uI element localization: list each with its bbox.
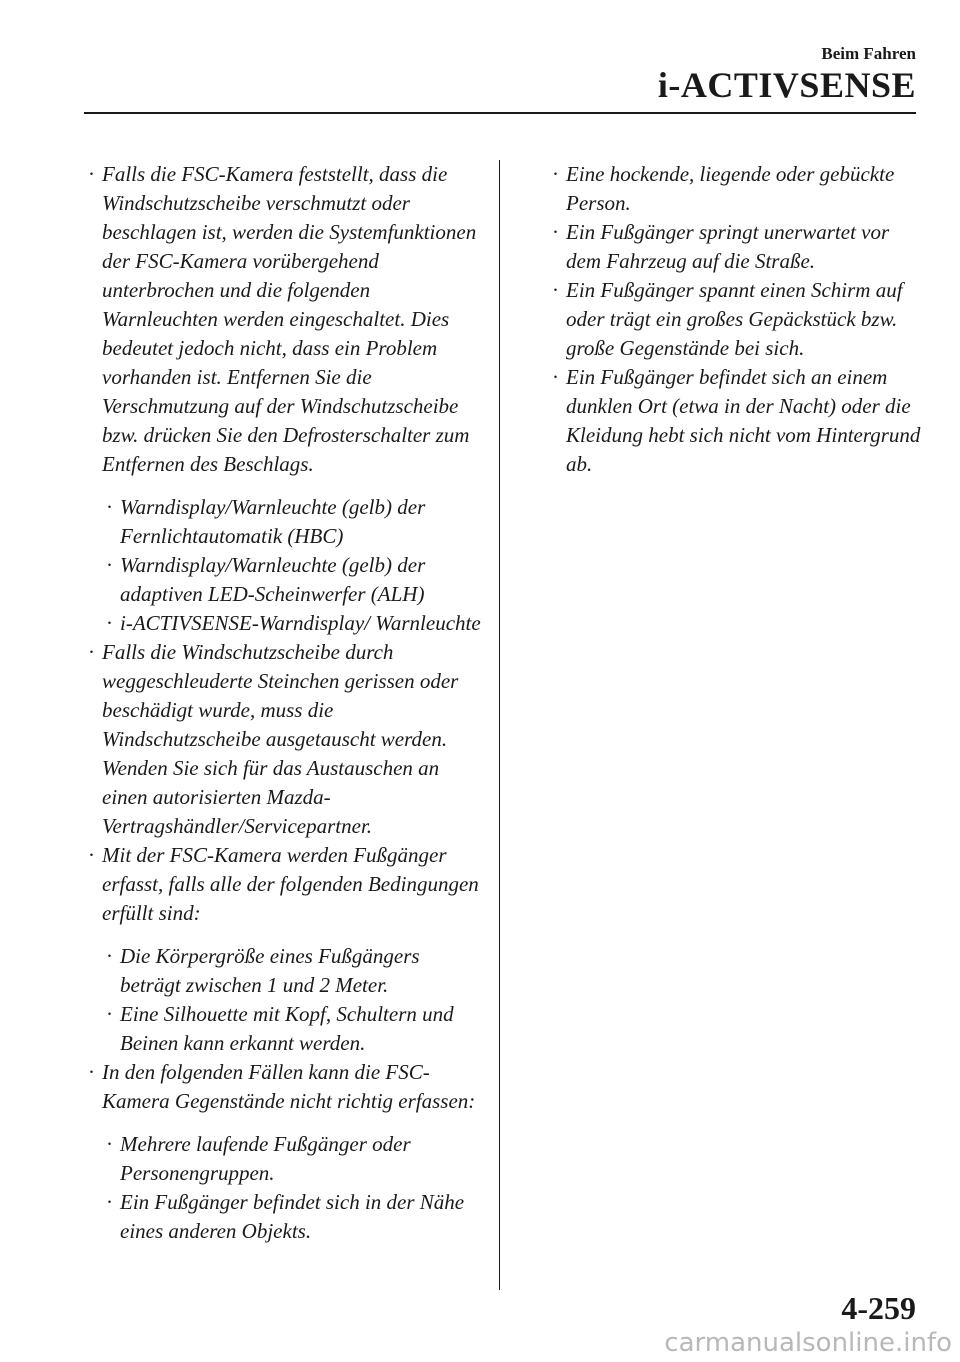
sub-bullet-multiple-pedestrians: · Mehrere laufende Fußgänger oder Personengruppen.: [84, 1130, 484, 1188]
left-column: [84, 160, 484, 1246]
warning-lights-list: [84, 493, 484, 638]
bullet-windshield-damaged: · Falls die Windschutzscheibe durch weggeschleuderte Steinchen gerissen oder beschädigt wurde, muss die Windschutzscheibe ausgetauscht werden. Wenden Sie sich für das Austauschen an einen autorisierten Mazda-Vertragshändler/Servicepartner.: [84, 638, 484, 841]
sub-bullet-alh-warning: · Warndisplay/Warnleuchte (gelb) der adaptiven LED-Scheinwerfer (ALH): [84, 551, 484, 609]
sub-bullet-hbc-warning: · Warndisplay/Warnleuchte (gelb) der Fernlichtautomatik (HBC): [84, 493, 484, 551]
bullet-umbrella-luggage: · Ein Fußgänger spannt einen Schirm auf oder trägt ein großes Gepäckstück bzw. große Gegenstände bei sich.: [548, 276, 928, 363]
bullet-pedestrian-detection: · Mit der FSC-Kamera werden Fußgänger erfasst, falls alle der folgenden Bedingungen erfüllt sind:: [84, 841, 484, 928]
watermark-link[interactable]: carmanualsonline.info: [664, 1328, 952, 1358]
detection-conditions-list: [84, 942, 484, 1058]
right-column: [548, 160, 928, 479]
misdetection-cases-list: [84, 1130, 484, 1246]
page-number: 4-259: [841, 1290, 916, 1326]
bullet-pedestrian-jumps: · Ein Fußgänger springt unerwartet vor dem Fahrzeug auf die Straße.: [548, 218, 928, 276]
bullet-crouching-person: · Eine hockende, liegende oder gebückte Person.: [548, 160, 928, 218]
sub-bullet-near-object: · Ein Fußgänger befindet sich in der Nähe eines anderen Objekts.: [84, 1188, 484, 1246]
column-divider: [499, 160, 500, 1290]
chapter-title: i-ACTIVSENSE: [657, 65, 916, 105]
bullet-dark-place: · Ein Fußgänger befindet sich an einem dunklen Ort (etwa in der Nacht) oder die Kleidung hebt sich nicht vom Hintergrund ab.: [548, 363, 928, 479]
bullet-windshield-dirty: · Falls die FSC-Kamera feststellt, dass die Windschutzscheibe verschmutzt oder beschlagen ist, werden die Systemfunktionen der FSC-Kamera vorübergehend unterbrochen und die folgenden Warnleuchten werden eingeschaltet. Dies bedeutet jedoch nicht, dass ein Problem vorhanden ist. Entfernen Sie die Verschmutzung auf der Windschutzscheibe bzw. drücken Sie den Defrosterschalter zum Entfernen des Beschlags.: [84, 160, 484, 479]
sub-bullet-iactivsense-warning: · i-ACTIVSENSE-Warndisplay/ Warnleuchte: [84, 609, 484, 638]
sub-bullet-body-height: · Die Körpergröße eines Fußgängers beträgt zwischen 1 und 2 Meter.: [84, 942, 484, 1000]
sub-bullet-silhouette: · Eine Silhouette mit Kopf, Schultern und Beinen kann erkannt werden.: [84, 1000, 484, 1058]
header-rule: [84, 112, 916, 114]
bullet-misdetection: · In den folgenden Fällen kann die FSC-Kamera Gegenstände nicht richtig erfassen:: [84, 1058, 484, 1116]
section-title: Beim Fahren: [821, 44, 916, 63]
